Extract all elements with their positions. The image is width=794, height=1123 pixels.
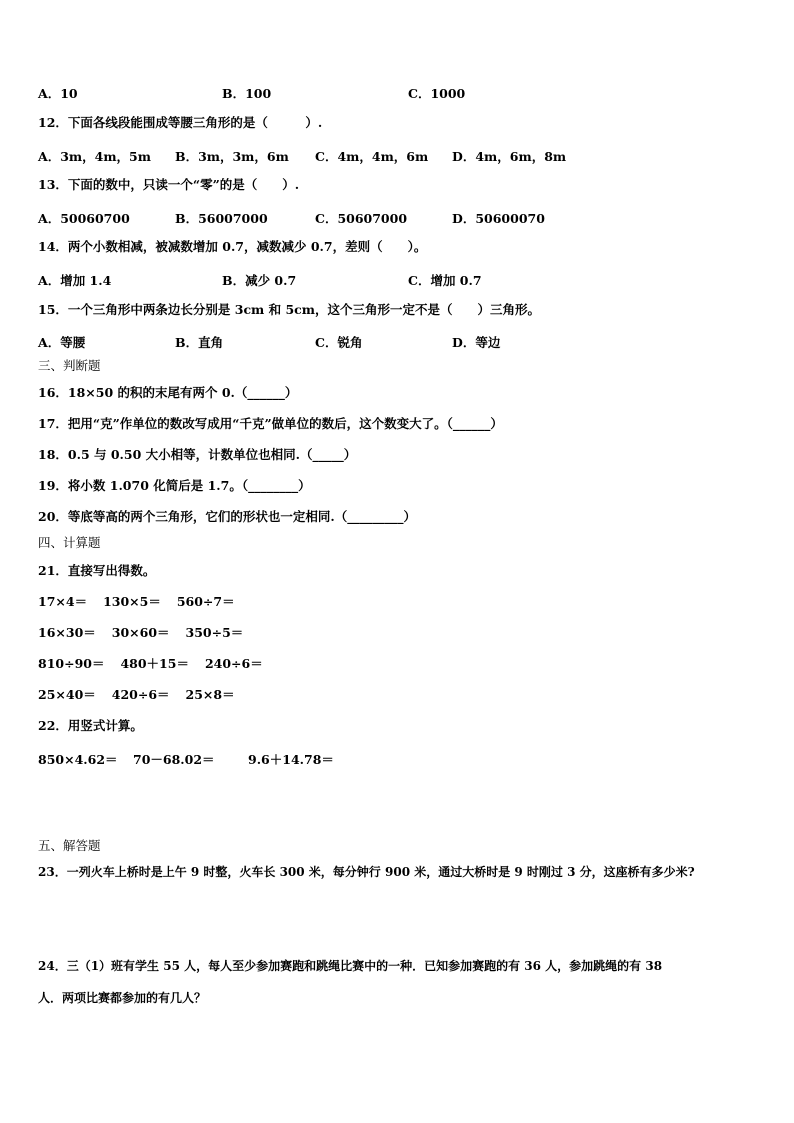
q12-option-d: D．4m，6m，8m: [452, 149, 567, 164]
q19: 19．将小数 1.070 化简后是 1.7。（________）: [38, 478, 311, 493]
q24-line-1: 24．三（1）班有学生 55 人，每人至少参加赛跑和跳绳比赛中的一种．已知参加赛跑的有 36 人，参加跳绳的有 38: [38, 959, 663, 973]
q21-stem: 21．直接写出得数。: [38, 563, 156, 578]
q24-line-2: 人．两项比赛都参加的有几人？: [38, 991, 207, 1005]
q11-option-c: C．1000: [408, 86, 466, 101]
q23: 23．一列火车上桥时是上午 9 时整，火车长 300 米，每分钟行 900 米，通过大桥时是 9 时刚过 3 分，这座桥有多少米?: [38, 865, 695, 879]
q14-option-b: B．减少 0.7: [222, 273, 297, 288]
q22-items: [38, 750, 738, 766]
q14-option-c: C．增加 0.7: [408, 273, 482, 288]
q15-option-d: D．等边: [452, 335, 501, 350]
q13-option-b: B．56007000: [175, 211, 268, 226]
q13-stem: 13．下面的数中，只读一个“零”的是（ ）.: [38, 177, 300, 192]
q16: 16．18×50 的积的末尾有两个 0.（______）: [38, 385, 298, 400]
calc-item: 25×40＝: [38, 687, 96, 702]
q15-options: [38, 333, 738, 349]
calc-item: 480＋15＝: [120, 656, 189, 671]
calc-item: 420÷6＝: [111, 687, 170, 702]
q12-stem: 12．下面各线段能围成等腰三角形的是（ ）.: [38, 115, 323, 130]
q21-row-3: [38, 656, 279, 672]
q14-stem: 14．两个小数相减，被减数增加 0.7，减数减少 0.7，差则（ ）。: [38, 239, 427, 254]
calc-item: 30×60＝: [111, 625, 170, 640]
q15-option-b: B．直角: [175, 335, 224, 350]
calc-item: 810÷90＝: [38, 656, 105, 671]
q18: 18．0.5 与 0.50 大小相等，计数单位也相同.（_____）: [38, 447, 357, 462]
calc-item: 130×5＝: [103, 594, 161, 609]
q20: 20．等底等高的两个三角形，它们的形状也一定相同.（_________）: [38, 509, 416, 524]
section-3-heading: 三、判断题: [38, 358, 101, 373]
section-4-heading: 四、计算题: [38, 535, 101, 550]
q13-options: [38, 209, 738, 225]
q22-item-2: 70－68.02＝: [133, 752, 215, 767]
calc-item: 560÷7＝: [176, 594, 235, 609]
q13-option-d: D．50600070: [452, 211, 545, 226]
calc-item: 25×8＝: [185, 687, 235, 702]
q12-options: [38, 147, 738, 163]
q13-option-a: A．50060700: [38, 211, 130, 226]
q11-options: [38, 84, 738, 100]
q11-option-a: A．10: [38, 86, 78, 101]
q12-option-a: A．3m，4m，5m: [38, 149, 151, 164]
q11-option-b: B．100: [222, 86, 272, 101]
q22-item-3: 9.6＋14.78＝: [248, 752, 334, 767]
q17: 17．把用“克”作单位的数改写成用“千克”做单位的数后，这个数变大了。（______）: [38, 416, 503, 431]
q15-option-c: C．锐角: [315, 335, 363, 350]
q12-option-c: C．4m，4m，6m: [315, 149, 429, 164]
q21-row-2: [38, 625, 259, 641]
q13-option-c: C．50607000: [315, 211, 408, 226]
q15-option-a: A．等腰: [38, 335, 86, 350]
q21-row-1: [38, 594, 251, 610]
q15-stem: 15．一个三角形中两条边长分别是 3cm 和 5cm，这个三角形一定不是（ ）三角形。: [38, 302, 541, 317]
calc-item: 350÷5＝: [185, 625, 244, 640]
q22-item-1: 850×4.62＝: [38, 752, 118, 767]
section-5-heading: 五、解答题: [38, 838, 101, 853]
q14-option-a: A．增加 1.4: [38, 273, 112, 288]
calc-item: 240÷6＝: [204, 656, 263, 671]
calc-item: 17×4＝: [38, 594, 88, 609]
q12-option-b: B．3m，3m，6m: [175, 149, 289, 164]
calc-item: 16×30＝: [38, 625, 96, 640]
q21-row-4: [38, 687, 251, 703]
q22-stem: 22．用竖式计算。: [38, 718, 143, 733]
q14-options: [38, 271, 738, 287]
